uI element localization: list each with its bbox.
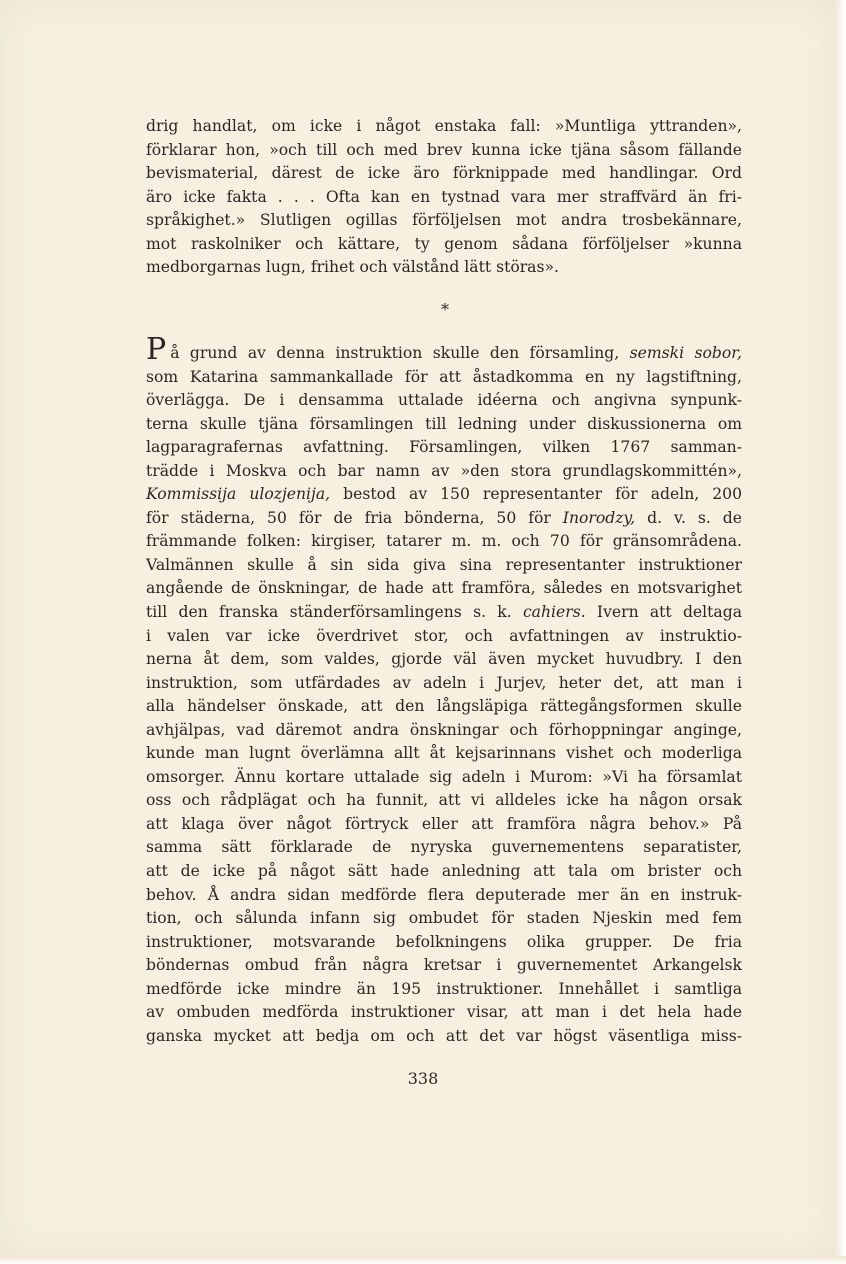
text-line: mot raskolniker och kättare, ty genom sådana förföljelser »kunna [146, 234, 742, 253]
text-line: bevismaterial, därest de icke äro förknippade med handlingar. Ord [146, 164, 742, 183]
text-line: att klaga över något förtryck eller att framföra några behov.» På [146, 814, 742, 833]
text-line: instruktion, som utfärdades av adeln i Jurjev, heter det, att man i [146, 673, 742, 692]
text-line: behov. Å andra sidan medförde flera deputerade mer än en instruk- [146, 885, 742, 904]
section-separator [0, 300, 846, 319]
text-line: drig handlat, om icke i något enstaka fall: »Muntliga yttranden», [146, 117, 742, 135]
text-line: avhjälpas, vad däremot andra önskningar och förhoppningar anginge, [146, 720, 742, 739]
text-line: ganska mycket att bedja om och att det var högst väsentliga miss- [146, 1026, 742, 1045]
text-line: främmande folken: kirgiser, tatarer m. m. och 70 för gränsområdena. [146, 532, 742, 551]
text-line: som Katarina sammankallade för att åstadkomma en ny lagstiftning, [146, 367, 742, 386]
text-line: instruktioner, motsvarande befolkningens olika grupper. De fria [146, 932, 742, 951]
text-line: till den franska ständerförsamlingens s. k. cahiers. Ivern att deltaga [146, 603, 742, 622]
italic-term: Kommissija ulozjenija, [146, 485, 331, 504]
italic-term: Inorodzy, [562, 508, 636, 527]
text-line: Valmännen skulle å sin sida giva sina representanter instruktioner [146, 555, 742, 574]
text-line: angående de önskningar, de hade att framföra, således en motsvarighet [146, 579, 742, 598]
text-line: alla händelser önskade, att den långsläpiga rättegångsformen skulle [146, 697, 742, 716]
text-line: Kommissija ulozjenija, bestod av 150 representanter för adeln, 200 [146, 485, 743, 504]
text-line: kunde man lugnt överlämna allt åt kejsarinnans vishet och moderliga [146, 744, 742, 763]
drop-cap: P [146, 332, 167, 367]
page-number: 338 [407, 1069, 439, 1088]
text-line: samma sätt förklarade de nyryska guvernementens separatister, [146, 838, 742, 857]
text-line: nerna åt dem, som valdes, gjorde väl även mycket huvudbry. I den [146, 650, 742, 669]
text-line: medförde icke mindre än 195 instruktioner. Innehållet i samtliga [146, 979, 742, 998]
text-line: att de icke på något sätt hade anledning att tala om brister och [146, 862, 742, 881]
text-line: terna skulle tjäna församlingen till ledning under diskussionerna om [146, 414, 742, 433]
top-paragraph [146, 115, 742, 280]
text-line: tion, och sålunda infann sig ombudet för staden Njeskin med fem [146, 909, 742, 928]
text-line: överlägga. De i densamma uttalade idéerna och angivna synpunk- [146, 391, 742, 410]
text-line: omsorger. Ännu kortare uttalade sig adeln i Murom: »Vi ha församlat [146, 767, 742, 786]
text-line: böndernas ombud från några kretsar i guvernementet Arkangelsk [146, 956, 742, 975]
main-paragraph [146, 332, 743, 1048]
text-line: för städerna, 50 för de fria bönderna, 50 för Inorodzy, d. v. s. de [146, 508, 742, 527]
text-line: i valen var icke överdrivet stor, och avfattningen av instruktio- [146, 626, 742, 645]
text-line: språkighet.» Slutligen ogillas förföljelsen mot andra trosbekännare, [146, 211, 742, 230]
text-line: av ombuden medförda instruktioner visar, att man i det hela hade [146, 1003, 742, 1022]
text-line: oss och rådplägat och ha funnit, att vi alldeles icke ha någon orsak [146, 791, 742, 810]
text-line: På grund av denna instruktion skulle den församling, semski sobor, [146, 332, 742, 367]
text-line: lagparagrafernas avfattning. Församlingen, vilken 1767 samman- [146, 438, 742, 457]
asterisk: * [441, 300, 449, 319]
italic-term: semski sobor, [629, 344, 742, 362]
text-line: trädde i Moskva och bar namn av »den stora grundlagskommittén», [146, 461, 742, 480]
italic-term: cahiers. [522, 603, 586, 622]
text-line: äro icke fakta . . . Ofta kan en tystnad vara mer straffvärd än fri- [146, 187, 742, 206]
text-line: medborgarnas lugn, frihet och välstånd lätt störas». [146, 258, 559, 277]
text-line: förklarar hon, »och till och med brev kunna icke tjäna såsom fällande [146, 140, 742, 159]
page-edge-bottom [0, 1256, 846, 1264]
